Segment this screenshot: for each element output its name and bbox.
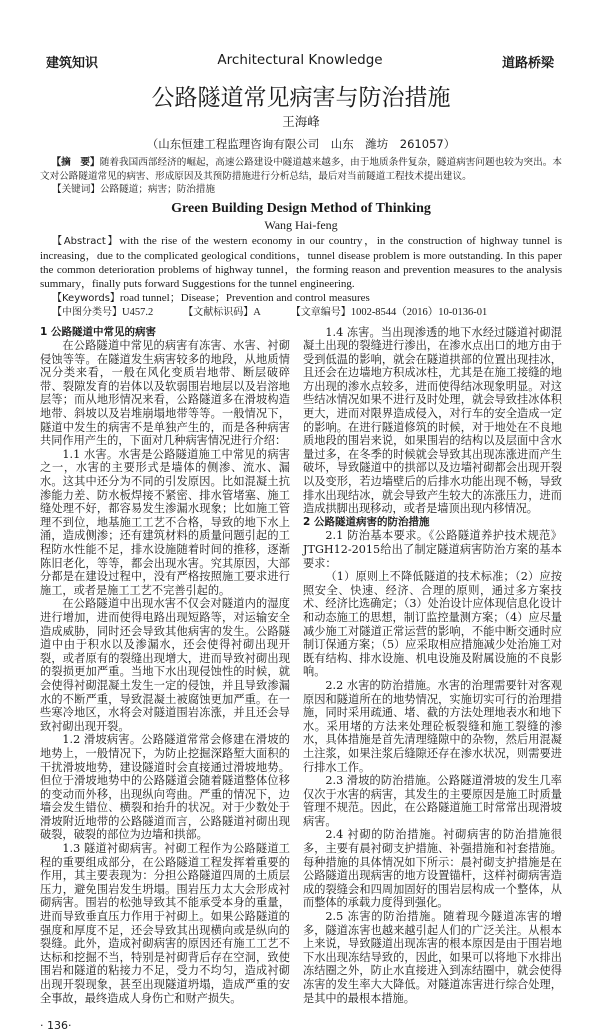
abstract-cn-text: 随着我国西部经济的崛起，高速公路建设中隧道越来越多，由于地质条件复杂，隧道病害问题也较为突出。本文对公路隧道常见的病害、形成原因及其预防措施进行分析总结，最后对当前隧道工程技术提出建议。	[40, 157, 562, 182]
section-heading-2: 2 公路隧道病害的防治措施	[303, 516, 562, 530]
paper-author: 王海峰	[40, 114, 562, 130]
body-columns	[40, 326, 562, 1033]
paragraph: 2.4 衬砌的防治措施。衬砌病害的防治措施很多，主要有晨衬砌支护措施、补强措施和衬套措施。每种措施的具体情况如下所示：晨衬砌支护措施是在公路隧道出现病害的地方设置锚杆，这样衬砌病害造成的裂缝会和四周加固好的围岩层构成一个整体，从而整体的承载力度得到强化。	[303, 828, 562, 910]
paragraph: 2.3 滑坡的防治措施。公路隧道滑坡的发生几率仅次于水害的病害，其发生的主要原因是施工时质量管理不规范。因此，在公路隧道施工时常常出现滑坡病害。	[303, 774, 562, 828]
paper-author-en: Wang Hai-feng	[40, 218, 562, 233]
paper-title: 公路隧道常见病害与防治措施	[40, 84, 562, 112]
keywords-en-label: 【Keywords】	[52, 293, 120, 304]
affiliation: （山东恒建工程监理咨询有限公司 山东 潍坊 261057）	[40, 137, 562, 152]
paragraph: 1.1 水害。水害是公路隧道施工中常见的病害之一，水害的主要形式是墙体的侧渗、流水、漏水。这其中还分为不同的引发原因。比如混凝土抗渗能力差、防水板焊接不紧密、排水管堵塞、施工缝处理不好，都容易发生渗漏水现象；比如施工管理不到位，地基施工工艺不合格，导致的地下水上涌，造成侧渗；还有建筑材料的质量问题引起的工程防水性能不足，排水设施随着时间的推移，逐渐陈旧老化，等等，都会出现水害。究其原因，大部分都是在建设过程中，没有严格按照施工要求进行施工，或者是施工工艺不完善引起的。	[40, 448, 290, 598]
keywords-cn	[40, 183, 562, 197]
paragraph: 2.2 水害的防治措施。水害的治理需要针对客观原因和隧道所在的地势情况，实施切实可行的治理措施，同时采用疏通、堵、截的方法处理地表水和地下水。采用堵的方法来处理砼板裂缝和施工裂缝的渗水，具体措施是首先清理缝隙中的杂物，然后用混凝土注浆，如果注浆后缝隙还存在渗水状况，则需要进行排水工作。	[303, 679, 562, 774]
paragraph: 2.1 防治基本要求。《公路隧道养护技术规范》JTGH12-2015给出了制定隧道病害防治方案的基本要求：	[303, 529, 562, 570]
paragraph: 2.5 冻害的防治措施。随着现今隧道冻害的增多，隧道冻害也越来越引起人们的广泛关注。从根本上来说，导致隧道出现冻害的根本原因是由于围岩地下水出现冻结导致的，因此，如果可以将地下水排出冻结圈之外，防止水直接进入到冻结圈中，就会使得冻害的发生率大大降低。对隧道冻害进行综合处理，是其中的最根本措施。	[303, 910, 562, 1005]
left-column	[40, 326, 290, 1033]
paragraph: 1.2 滑坡病害。公路隧道常常会修建在滑坡的地势上，一般情况下，为防止挖掘深路堑大面积的干扰滑坡地势，建设隧道时会直接通过滑坡地势。但位于滑坡地势中的公路隧道会随着隧道整体位移的变动而外移，出现纵向弯曲。严重的情况下，边墙会发生错位、横裂和抬升的状况。对于少数处于滑坡附近地带的公路隧道而言，公路隧道衬砌出现破裂，破裂的部位为边墙和拱部。	[40, 733, 290, 842]
paragraph: 1.3 隧道衬砌病害。衬砌工程作为公路隧道工程的重要组成部分，在公路隧道工程发挥着重要的作用，其主要表现为：分担公路隧道四周的土质层压力，避免围岩发生坍塌。围岩压力太大会形成衬砌病害。围岩的松弛导致其不能承受本身的重量，进而导致垂直压力作用于衬砌上。如果公路隧道的强度和厚度不足，还会导致其出现横向或是纵向的裂缝。此外，造成衬砌病害的原因还有施工工艺不达标和挖掘不当，特别是衬砌背后存在空洞，致使围岩和隧道的粘接力不足，受力不均匀，造成衬砌出现开裂现象，甚至出现隧道坍塌，造成严重的安全事故，最终造成人身伤亡和财产损失。	[40, 842, 290, 1005]
keywords-en	[40, 291, 562, 306]
abstract-cn	[40, 156, 562, 183]
article-number: 【文章编号】1002-8544（2016）10-0136-01	[291, 306, 488, 320]
section-heading-1: 1 公路隧道中常见的病害	[40, 326, 290, 340]
clc-number: 【中图分类号】U457.2	[52, 306, 153, 320]
abstract-cn-label: 【摘 要】	[52, 157, 100, 168]
paragraph: （1）原则上不降低隧道的技术标准；（2）应按照安全、快速、经济、合理的原则，通过多方案技术、经济比选确定；（3）处治设计应体现信息化设计和动态施工的思想，制订监控量测方案；（4）应尽量减少施工对隧道正常运营的影响，不能中断交通时应制订保通方案；（5）应采取相应措施减少处治施工对既有结构、排水设施、机电设施及附属设施的不良影响。	[303, 570, 562, 679]
right-column	[303, 326, 562, 1006]
paragraph: 在公路隧道中常见的病害有冻害、水害、衬砌侵蚀等等。在隧道发生病害较多的地段，从地质情况分类来看，一般在风化变质岩地带、断层破碎带、裂隙发育的岩体以及软弱围岩地层以及岩溶地层等；而从地形情况来看，公路隧道多在滑坡构造地带、斜坡以及岩堆崩塌地带等等。一般情况下，隧道中发生的病害不是单独产生的，而是各种病害共同作用产生的，下面对几种病害情况进行介绍：	[40, 339, 290, 448]
abstract-en-text: with the rise of the western economy in our country，in the construction of highway tunnel is increasing，due to the complicated geological conditions，tunnel disease problem is more outstanding. In this paper the common deterioration problems of highway tunnel，the forming reason and prevention measures to the analysis summary，finally puts forward Suggestions for the tunnel engineering.	[40, 235, 562, 290]
paper-title-en: Green Building Design Method of Thinking	[40, 200, 562, 218]
page-number: · 136·	[40, 1019, 290, 1033]
document-code: 【文献标识码】A	[183, 306, 261, 320]
keywords-cn-text: 公路隧道；病害；防治措施	[100, 184, 215, 195]
paragraph: 1.4 冻害。当出现渗透的地下水经过隧道衬砌混凝土出现的裂缝进行渗出，在渗水点出口的地方由于受到低温的影响，就会在隧道拱部的位置出现挂冰，且还会在边墙地方积成冰柱，尤其是在施工接缝的地方出现的渗水点较多，进而使得结冰现象明显。对这些结冰情况如果不进行及时处理，就会导致挂冰体积更大，进而对限界造成侵入，对行车的安全造成一定的影响。在进行隧道修筑的时候，对于地处在不良地质地段的围岩来说，如果围岩的结构以及层面中含水量过多，在冬季的时候就会导致其出现冻涨进而产生破坏，导致隧道中的拱部以及边墙衬砌都会出现开裂以及变形，若边墙壁后的后排水功能出现不畅，导致排水出现结冰，就会导致产生较大的冻涨压力，进而造成拱脚出现移动，或者是墙顶出现内移情况。	[303, 326, 562, 516]
header-left: 建筑知识	[46, 52, 98, 71]
classification-line	[40, 306, 562, 320]
abstract-en	[40, 234, 562, 291]
running-header	[46, 52, 554, 72]
header-center: Architectural Knowledge	[46, 52, 554, 68]
paragraph: 在公路隧道中出现水害不仅会对隧道内的湿度进行增加，进而使得电路出现短路等，对运输安全造成威胁，同时还会导致其他病害的发生。公路隧道中由于积水以及渗漏水，还会使得衬砌出现开裂，或者原有的裂缝出现增大，进而导致衬砌出现的裂损更加严重。当地下水出现侵蚀性的时候，就会使得衬砌混凝土发生一定的侵蚀，并且导致渗漏水的不断严重，导致混凝土被腐蚀更加严重。在一些寒冷地区，水将会对隧道围岩冻涨，并且还会导致衬砌出现开裂。	[40, 597, 290, 733]
header-right: 道路桥梁	[502, 52, 554, 71]
keywords-en-text: road tunnel；Disease；Prevention and control measures	[120, 292, 370, 304]
article-body	[40, 84, 562, 1033]
abstract-en-label: 【Abstract】	[52, 236, 119, 247]
keywords-cn-label: 【关键词】	[52, 184, 100, 195]
